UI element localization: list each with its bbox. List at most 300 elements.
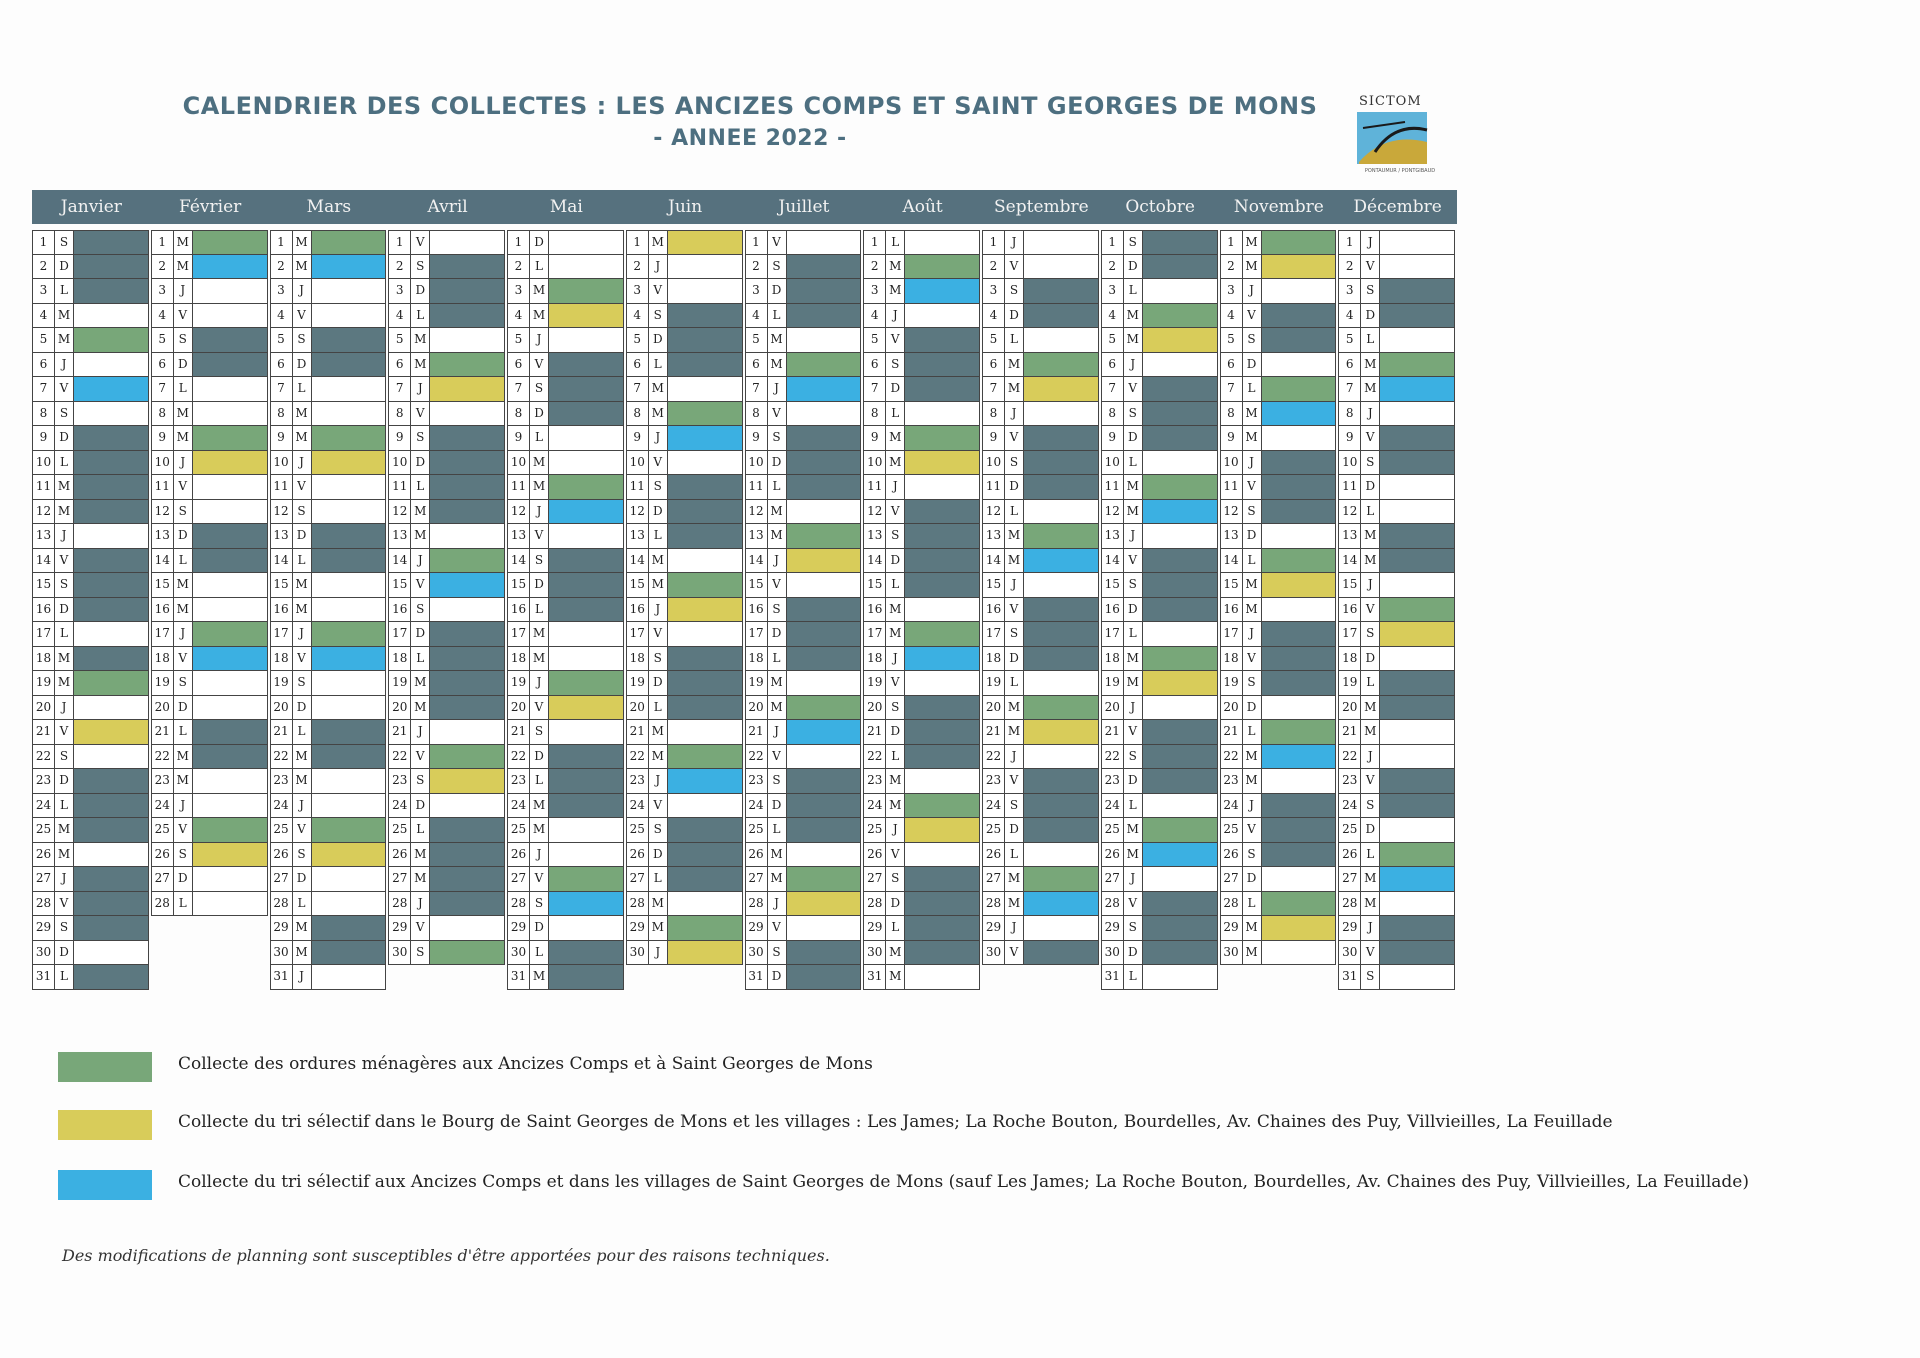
weekday-letter: M xyxy=(1005,353,1024,377)
day-row xyxy=(982,745,1099,770)
weekday-letter: M xyxy=(1124,647,1143,671)
day-row xyxy=(745,549,862,574)
collection-cell xyxy=(1262,622,1336,646)
day-number: 25 xyxy=(33,818,55,842)
day-number: 1 xyxy=(627,231,649,254)
day-row xyxy=(270,745,387,770)
weekday-letter: S xyxy=(649,818,668,842)
day-number: 17 xyxy=(152,622,174,646)
weekday-letter: J xyxy=(293,794,312,818)
day-row xyxy=(1338,965,1455,990)
weekday-letter: S xyxy=(649,304,668,328)
collection-cell xyxy=(1380,647,1454,671)
day-row xyxy=(626,671,743,696)
day-row xyxy=(1220,377,1337,402)
day-number: 1 xyxy=(1102,231,1124,254)
day-row xyxy=(1338,353,1455,378)
day-number: 28 xyxy=(746,892,768,916)
weekday-letter: J xyxy=(649,769,668,793)
day-row xyxy=(745,304,862,329)
day-row xyxy=(388,867,505,892)
day-row xyxy=(982,426,1099,451)
weekday-letter: D xyxy=(1005,818,1024,842)
weekday-letter: S xyxy=(1124,402,1143,426)
day-number: 18 xyxy=(389,647,411,671)
day-number: 29 xyxy=(1339,916,1361,940)
collection-cell xyxy=(1262,745,1336,769)
weekday-letter: L xyxy=(55,794,74,818)
weekday-letter: M xyxy=(886,965,905,989)
day-number: 12 xyxy=(1102,500,1124,524)
day-number: 13 xyxy=(864,524,886,548)
collection-cell xyxy=(1262,843,1336,867)
weekday-letter: D xyxy=(1243,867,1262,891)
day-number: 16 xyxy=(1102,598,1124,622)
day-number: 13 xyxy=(508,524,530,548)
day-row xyxy=(982,353,1099,378)
collection-cell xyxy=(787,426,861,450)
weekday-letter: M xyxy=(530,965,549,989)
day-number: 20 xyxy=(33,696,55,720)
day-row xyxy=(388,353,505,378)
day-number: 16 xyxy=(1339,598,1361,622)
weekday-letter: J xyxy=(530,843,549,867)
day-number: 29 xyxy=(983,916,1005,940)
weekday-letter: S xyxy=(55,745,74,769)
day-number: 11 xyxy=(508,475,530,499)
collection-cell xyxy=(430,622,504,646)
day-number: 15 xyxy=(508,573,530,597)
day-number: 4 xyxy=(389,304,411,328)
weekday-letter: D xyxy=(1124,769,1143,793)
day-number: 1 xyxy=(389,231,411,254)
day-row xyxy=(745,451,862,476)
weekday-letter: L xyxy=(55,965,74,989)
weekday-letter: M xyxy=(411,353,430,377)
day-number: 5 xyxy=(627,328,649,352)
day-row xyxy=(626,402,743,427)
day-number: 22 xyxy=(33,745,55,769)
day-number: 3 xyxy=(508,279,530,303)
day-number: 21 xyxy=(389,720,411,744)
weekday-letter: S xyxy=(1243,843,1262,867)
weekday-letter: V xyxy=(1361,426,1380,450)
day-number: 30 xyxy=(983,941,1005,965)
weekday-letter: L xyxy=(55,451,74,475)
weekday-letter: M xyxy=(1361,867,1380,891)
collection-cell xyxy=(430,475,504,499)
day-number: 25 xyxy=(627,818,649,842)
day-number: 7 xyxy=(1221,377,1243,401)
day-row xyxy=(1338,671,1455,696)
day-number: 20 xyxy=(627,696,649,720)
collection-cell xyxy=(193,328,267,352)
weekday-letter: S xyxy=(768,426,787,450)
day-row xyxy=(270,916,387,941)
day-number: 8 xyxy=(1221,402,1243,426)
weekday-letter: M xyxy=(886,769,905,793)
weekday-letter: M xyxy=(1124,328,1143,352)
day-row xyxy=(32,965,149,990)
day-row xyxy=(745,671,862,696)
day-number: 6 xyxy=(1339,353,1361,377)
collection-cell xyxy=(1262,794,1336,818)
day-row xyxy=(270,353,387,378)
collection-cell xyxy=(312,794,386,818)
weekday-letter: V xyxy=(1124,377,1143,401)
collection-cell xyxy=(1143,475,1217,499)
weekday-letter: S xyxy=(1124,573,1143,597)
collection-cell xyxy=(193,304,267,328)
collection-cell xyxy=(668,916,742,940)
weekday-letter: V xyxy=(1124,549,1143,573)
day-number: 4 xyxy=(1221,304,1243,328)
day-number: 6 xyxy=(746,353,768,377)
day-number: 24 xyxy=(33,794,55,818)
collection-cell xyxy=(1380,892,1454,916)
collection-cell xyxy=(312,720,386,744)
weekday-letter: M xyxy=(768,843,787,867)
weekday-letter: V xyxy=(1361,255,1380,279)
weekday-letter: M xyxy=(530,794,549,818)
collection-cell xyxy=(905,402,979,426)
day-row xyxy=(1101,598,1218,623)
day-row xyxy=(151,304,268,329)
collection-cell xyxy=(74,231,148,254)
day-number: 16 xyxy=(508,598,530,622)
collection-cell xyxy=(193,451,267,475)
month-header: Janvier xyxy=(60,197,122,217)
day-number: 24 xyxy=(1339,794,1361,818)
day-row xyxy=(388,794,505,819)
collection-cell xyxy=(430,720,504,744)
weekday-letter: V xyxy=(293,304,312,328)
collection-cell xyxy=(1143,255,1217,279)
day-number: 4 xyxy=(1102,304,1124,328)
day-row xyxy=(982,500,1099,525)
day-number: 12 xyxy=(33,500,55,524)
collection-cell xyxy=(1262,402,1336,426)
day-number: 15 xyxy=(389,573,411,597)
collection-cell xyxy=(74,745,148,769)
day-number: 19 xyxy=(864,671,886,695)
weekday-letter: L xyxy=(411,647,430,671)
day-number: 22 xyxy=(1339,745,1361,769)
collection-cell xyxy=(1143,500,1217,524)
day-number: 8 xyxy=(389,402,411,426)
weekday-letter: S xyxy=(55,573,74,597)
day-row xyxy=(388,524,505,549)
collection-cell xyxy=(1380,475,1454,499)
day-number: 8 xyxy=(1102,402,1124,426)
weekday-letter: V xyxy=(1243,475,1262,499)
collection-cell xyxy=(549,769,623,793)
weekday-letter: D xyxy=(411,451,430,475)
day-number: 1 xyxy=(508,231,530,254)
weekday-letter: V xyxy=(649,794,668,818)
weekday-letter: J xyxy=(1243,451,1262,475)
day-number: 15 xyxy=(1221,573,1243,597)
day-row xyxy=(32,622,149,647)
collection-cell xyxy=(430,794,504,818)
day-row xyxy=(388,745,505,770)
collection-cell xyxy=(74,549,148,573)
day-number: 14 xyxy=(983,549,1005,573)
collection-cell xyxy=(787,500,861,524)
month-column xyxy=(151,230,268,916)
collection-cell xyxy=(74,377,148,401)
day-row xyxy=(626,598,743,623)
day-row xyxy=(745,328,862,353)
weekday-letter: S xyxy=(1243,500,1262,524)
collection-cell xyxy=(1262,867,1336,891)
collection-cell xyxy=(1380,867,1454,891)
weekday-letter: D xyxy=(174,524,193,548)
day-row xyxy=(982,867,1099,892)
weekday-letter: S xyxy=(1361,279,1380,303)
day-row xyxy=(1220,524,1337,549)
weekday-letter: V xyxy=(530,524,549,548)
day-row xyxy=(626,769,743,794)
collection-cell xyxy=(430,843,504,867)
weekday-letter: L xyxy=(293,549,312,573)
day-number: 16 xyxy=(983,598,1005,622)
day-row xyxy=(1101,892,1218,917)
day-number: 11 xyxy=(152,475,174,499)
day-row xyxy=(270,941,387,966)
weekday-letter: V xyxy=(886,328,905,352)
weekday-letter: D xyxy=(1005,304,1024,328)
day-row xyxy=(1338,279,1455,304)
day-row xyxy=(507,451,624,476)
day-row xyxy=(151,598,268,623)
day-row xyxy=(32,549,149,574)
collection-cell xyxy=(193,279,267,303)
day-row xyxy=(507,475,624,500)
day-row xyxy=(626,745,743,770)
day-number: 22 xyxy=(152,745,174,769)
day-number: 31 xyxy=(746,965,768,989)
day-row xyxy=(982,279,1099,304)
weekday-letter: S xyxy=(1243,328,1262,352)
day-number: 4 xyxy=(33,304,55,328)
weekday-letter: L xyxy=(1361,671,1380,695)
collection-cell xyxy=(312,377,386,401)
day-number: 26 xyxy=(389,843,411,867)
day-row xyxy=(388,451,505,476)
day-number: 9 xyxy=(1221,426,1243,450)
day-number: 17 xyxy=(1221,622,1243,646)
day-number: 21 xyxy=(33,720,55,744)
weekday-letter: M xyxy=(649,231,668,254)
weekday-letter: J xyxy=(768,892,787,916)
day-row xyxy=(982,573,1099,598)
day-number: 18 xyxy=(627,647,649,671)
day-row xyxy=(745,647,862,672)
weekday-letter: L xyxy=(174,549,193,573)
weekday-letter: D xyxy=(1361,304,1380,328)
day-number: 17 xyxy=(389,622,411,646)
collection-cell xyxy=(193,769,267,793)
day-number: 25 xyxy=(746,818,768,842)
day-row xyxy=(32,598,149,623)
day-number: 20 xyxy=(389,696,411,720)
collection-cell xyxy=(549,965,623,989)
weekday-letter: J xyxy=(1243,622,1262,646)
day-row xyxy=(270,671,387,696)
collection-cell xyxy=(787,231,861,254)
weekday-letter: J xyxy=(530,328,549,352)
collection-cell xyxy=(1143,279,1217,303)
weekday-letter: M xyxy=(1361,892,1380,916)
collection-cell xyxy=(549,818,623,842)
weekday-letter: M xyxy=(886,426,905,450)
weekday-letter: V xyxy=(768,402,787,426)
day-row xyxy=(388,696,505,721)
weekday-letter: M xyxy=(55,843,74,867)
day-row xyxy=(1338,328,1455,353)
collection-cell xyxy=(1024,377,1098,401)
weekday-letter: M xyxy=(411,328,430,352)
collection-cell xyxy=(74,451,148,475)
day-number: 30 xyxy=(746,941,768,965)
day-row xyxy=(1101,573,1218,598)
day-number: 29 xyxy=(389,916,411,940)
collection-cell xyxy=(1380,279,1454,303)
day-number: 14 xyxy=(152,549,174,573)
month-header: Août xyxy=(902,197,943,217)
day-number: 12 xyxy=(1221,500,1243,524)
weekday-letter: V xyxy=(1005,255,1024,279)
day-row xyxy=(32,671,149,696)
weekday-letter: L xyxy=(411,304,430,328)
month-column xyxy=(1220,230,1337,965)
day-number: 2 xyxy=(983,255,1005,279)
collection-cell xyxy=(430,328,504,352)
collection-cell xyxy=(549,647,623,671)
weekday-letter: V xyxy=(649,451,668,475)
weekday-letter: J xyxy=(411,720,430,744)
collection-cell xyxy=(1024,475,1098,499)
weekday-letter: L xyxy=(530,255,549,279)
day-row xyxy=(863,451,980,476)
day-row xyxy=(32,524,149,549)
day-row xyxy=(1338,475,1455,500)
day-row xyxy=(863,965,980,990)
weekday-letter: M xyxy=(293,916,312,940)
day-row xyxy=(1101,671,1218,696)
collection-cell xyxy=(787,696,861,720)
day-row xyxy=(388,622,505,647)
weekday-letter: M xyxy=(293,941,312,965)
day-number: 24 xyxy=(1221,794,1243,818)
day-number: 19 xyxy=(983,671,1005,695)
day-number: 24 xyxy=(1102,794,1124,818)
day-row xyxy=(32,475,149,500)
day-row xyxy=(1220,230,1337,255)
month-header: Octobre xyxy=(1125,197,1195,217)
weekday-letter: S xyxy=(886,524,905,548)
weekday-letter: M xyxy=(293,255,312,279)
day-row xyxy=(745,794,862,819)
day-row xyxy=(863,745,980,770)
weekday-letter: S xyxy=(886,353,905,377)
day-number: 14 xyxy=(271,549,293,573)
day-number: 27 xyxy=(1102,867,1124,891)
collection-cell xyxy=(1024,892,1098,916)
day-number: 25 xyxy=(1339,818,1361,842)
weekday-letter: M xyxy=(1005,377,1024,401)
day-number: 18 xyxy=(1221,647,1243,671)
day-number: 2 xyxy=(508,255,530,279)
collection-cell xyxy=(1380,255,1454,279)
collection-cell xyxy=(549,426,623,450)
weekday-letter: M xyxy=(1361,549,1380,573)
day-number: 28 xyxy=(1339,892,1361,916)
day-row xyxy=(863,598,980,623)
collection-cell xyxy=(312,451,386,475)
collection-cell xyxy=(312,598,386,622)
collection-cell xyxy=(787,671,861,695)
weekday-letter: M xyxy=(886,794,905,818)
day-number: 11 xyxy=(864,475,886,499)
day-row xyxy=(270,720,387,745)
day-row xyxy=(32,451,149,476)
day-row xyxy=(1101,255,1218,280)
day-row xyxy=(863,867,980,892)
day-row xyxy=(1220,353,1337,378)
collection-cell xyxy=(193,892,267,916)
day-number: 16 xyxy=(271,598,293,622)
weekday-letter: S xyxy=(1005,622,1024,646)
day-row xyxy=(32,916,149,941)
collection-cell xyxy=(1380,769,1454,793)
day-number: 16 xyxy=(864,598,886,622)
day-row xyxy=(1220,549,1337,574)
day-row xyxy=(388,671,505,696)
day-row xyxy=(982,916,1099,941)
day-number: 23 xyxy=(627,769,649,793)
weekday-letter: M xyxy=(649,892,668,916)
day-number: 28 xyxy=(1102,892,1124,916)
day-row xyxy=(151,647,268,672)
weekday-letter: J xyxy=(1361,231,1380,254)
day-row xyxy=(745,965,862,990)
weekday-letter: J xyxy=(1361,916,1380,940)
weekday-letter: V xyxy=(530,353,549,377)
day-row xyxy=(270,647,387,672)
collection-cell xyxy=(787,328,861,352)
weekday-letter: L xyxy=(886,745,905,769)
day-row xyxy=(626,279,743,304)
collection-cell xyxy=(430,696,504,720)
weekday-letter: S xyxy=(55,916,74,940)
day-row xyxy=(863,916,980,941)
day-row xyxy=(507,867,624,892)
day-row xyxy=(32,500,149,525)
day-number: 27 xyxy=(271,867,293,891)
month-column xyxy=(1101,230,1218,990)
day-number: 11 xyxy=(983,475,1005,499)
day-number: 7 xyxy=(1102,377,1124,401)
month-header: Mars xyxy=(306,197,352,217)
collection-cell xyxy=(1024,451,1098,475)
day-row xyxy=(507,916,624,941)
weekday-letter: M xyxy=(1005,720,1024,744)
weekday-letter: D xyxy=(411,794,430,818)
day-number: 20 xyxy=(1339,696,1361,720)
day-row xyxy=(1338,794,1455,819)
